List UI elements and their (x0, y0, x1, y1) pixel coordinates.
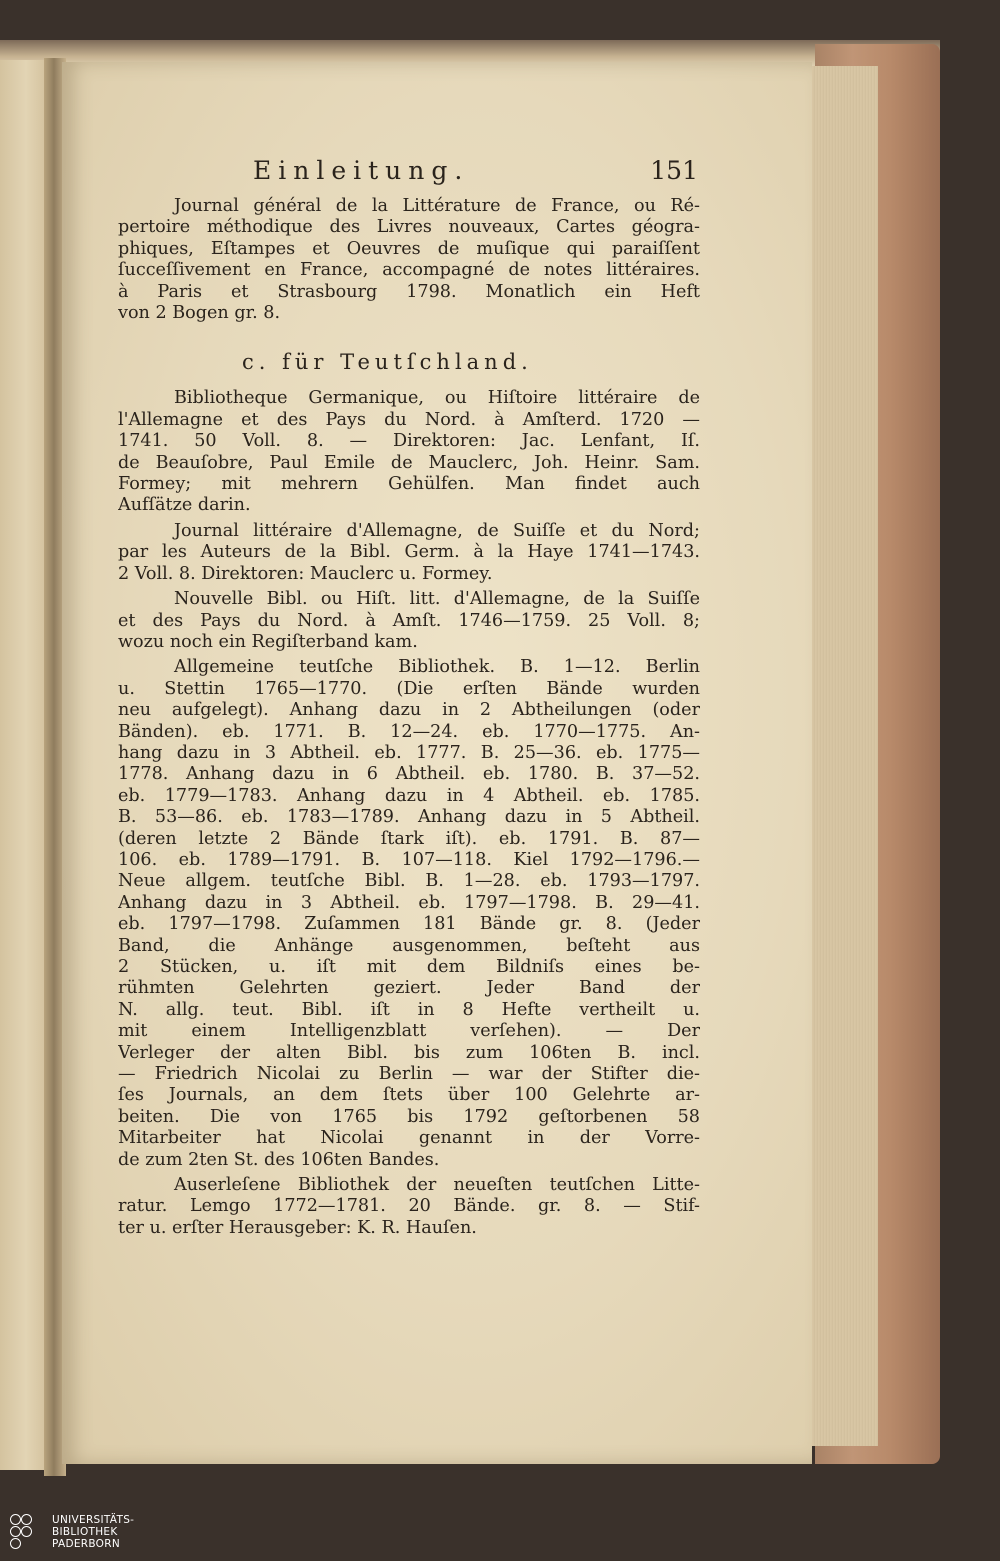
text-line: à Paris et Strasbourg 1798. Monatlich ein Heft (118, 281, 700, 302)
text-line: Neue allgem. teutſche Bibl. B. 1—28. eb. 1793—1797. (118, 871, 700, 892)
text-line: ſucceſſivement en France, accompagné de notes littéraires. (118, 260, 700, 281)
text-line: ter u. erſter Herausgeber: K. R. Hauſen. (118, 1217, 477, 1238)
page-number: 151 (650, 156, 698, 185)
text-line: 106. eb. 1789—1791. B. 107—118. Kiel 1792—1796.— (118, 849, 700, 870)
text-line: de Beauſobre, Paul Emile de Mauclerc, Joh. Heinr. Sam. (118, 452, 700, 473)
text-line: Allgemeine teutſche Bibliothek. B. 1—12. Berlin (174, 657, 700, 678)
logo-line-3: PADERBORN (52, 1538, 120, 1550)
text-line: neu aufgelegt). Anhang dazu in 2 Abtheilungen (oder (118, 700, 700, 721)
text-line: eb. 1779—1783. Anhang dazu in 4 Abtheil. eb. 1785. (118, 785, 700, 806)
text-line: rühmten Gelehrten geziert. Jeder Band der (118, 978, 700, 999)
intro-paragraphs (118, 196, 700, 324)
section-paragraphs (118, 388, 700, 1239)
text-line: l'Allemagne et des Pays du Nord. à Amſterd. 1720 — (118, 409, 700, 430)
text-line: (deren letzte 2 Bände ſtark iſt). eb. 1791. B. 87— (118, 828, 700, 849)
text-line: ſes Journals, an dem ſtets über 100 Gelehrte ar- (118, 1085, 700, 1106)
text-line: wozu noch ein Regiſterband kam. (118, 631, 418, 652)
text-line: N. allg. teut. Bibl. iſt in 8 Hefte vertheilt u. (118, 999, 700, 1020)
text-line: pertoire méthodique des Livres nouveaux, Cartes géogra- (118, 217, 700, 238)
text-line: Mitarbeiter hat Nicolai genannt in der Vorre- (118, 1128, 700, 1149)
page-text-block (118, 150, 700, 1239)
text-line: Formey; mit mehrern Gehülfen. Man findet auch (118, 474, 700, 495)
text-line: Aufſätze darin. (118, 495, 251, 516)
text-line: hang dazu in 3 Abtheil. eb. 1777. B. 25—36. eb. 1775— (118, 742, 700, 763)
text-line: — Friedrich Nicolai zu Berlin — war der Stifter die- (118, 1064, 700, 1085)
library-logo-text (52, 1514, 134, 1550)
text-line: Auserleſene Bibliothek der neueſten teutſchen Litte- (174, 1175, 700, 1196)
paragraph (118, 657, 700, 1171)
text-line: B. 53—86. eb. 1783—1789. Anhang dazu in 5 Abtheil. (118, 807, 700, 828)
text-line: et des Pays du Nord. à Amſt. 1746—1759. 25 Voll. 8; (118, 610, 700, 631)
text-line: phiques, Eſtampes et Oeuvres de muſique qui paraiſſent (118, 238, 700, 259)
text-line: Anhang dazu in 3 Abtheil. eb. 1797—1798. B. 29—41. (118, 892, 700, 913)
paragraph (118, 589, 700, 653)
text-line: de zum 2ten St. des 106ten Bandes. (118, 1149, 440, 1170)
section-heading: c. für Teutſchland. (242, 350, 533, 375)
paragraph (118, 388, 700, 516)
text-line: Band, die Anhänge ausgenommen, beſteht aus (118, 935, 700, 956)
paragraph (118, 1175, 700, 1239)
paragraph (118, 196, 700, 324)
library-logo-icon (10, 1514, 42, 1550)
running-header (118, 150, 700, 194)
text-line: von 2 Bogen gr. 8. (118, 303, 281, 324)
text-line: par les Auteurs de la Bibl. Germ. à la Haye 1741—1743. (118, 542, 700, 563)
text-line: Journal général de la Littérature de France, ou Ré- (174, 196, 700, 216)
logo-line-1: UNIVERSITÄTS- (52, 1514, 135, 1526)
text-line: beiten. Die von 1765 bis 1792 geſtorbenen 58 (118, 1106, 700, 1127)
text-line: eb. 1797—1798. Zuſammen 181 Bände gr. 8. (Jeder (118, 914, 700, 935)
text-line: Verleger der alten Bibl. bis zum 106ten B. incl. (118, 1042, 700, 1063)
text-line: 2 Stücken, u. iſt mit dem Bildniſs eines be- (118, 957, 700, 977)
library-logo (10, 1514, 134, 1550)
text-line: Journal littéraire d'Allemagne, de Suiſſe et du Nord; (174, 520, 700, 541)
text-line: mit einem Intelligenzblatt verſehen). — Der (118, 1021, 700, 1042)
running-title: Einleitung. (253, 156, 470, 185)
text-line: Bänden). eb. 1771. B. 12—24. eb. 1770—1775. An- (118, 721, 700, 742)
logo-line-2: BIBLIOTHEK (52, 1526, 118, 1538)
page-edges-stack (808, 66, 878, 1446)
text-line: ratur. Lemgo 1772—1781. 20 Bände. gr. 8. — Stif- (118, 1196, 700, 1217)
text-line: Bibliotheque Germanique, ou Hiſtoire littéraire de (174, 388, 700, 409)
text-line: 1741. 50 Voll. 8. — Direktoren: Jac. Lenfant, Iſ. (118, 431, 700, 452)
text-line: Nouvelle Bibl. ou Hiſt. litt. d'Allemagne, de la Suiſſe (174, 589, 700, 610)
text-line: 1778. Anhang dazu in 6 Abtheil. eb. 1780. B. 37—52. (118, 764, 700, 785)
text-line: 2 Voll. 8. Direktoren: Mauclerc u. Formey. (118, 563, 493, 584)
text-line: u. Stettin 1765—1770. (Die erſten Bände wurden (118, 678, 700, 699)
paragraph (118, 521, 700, 585)
